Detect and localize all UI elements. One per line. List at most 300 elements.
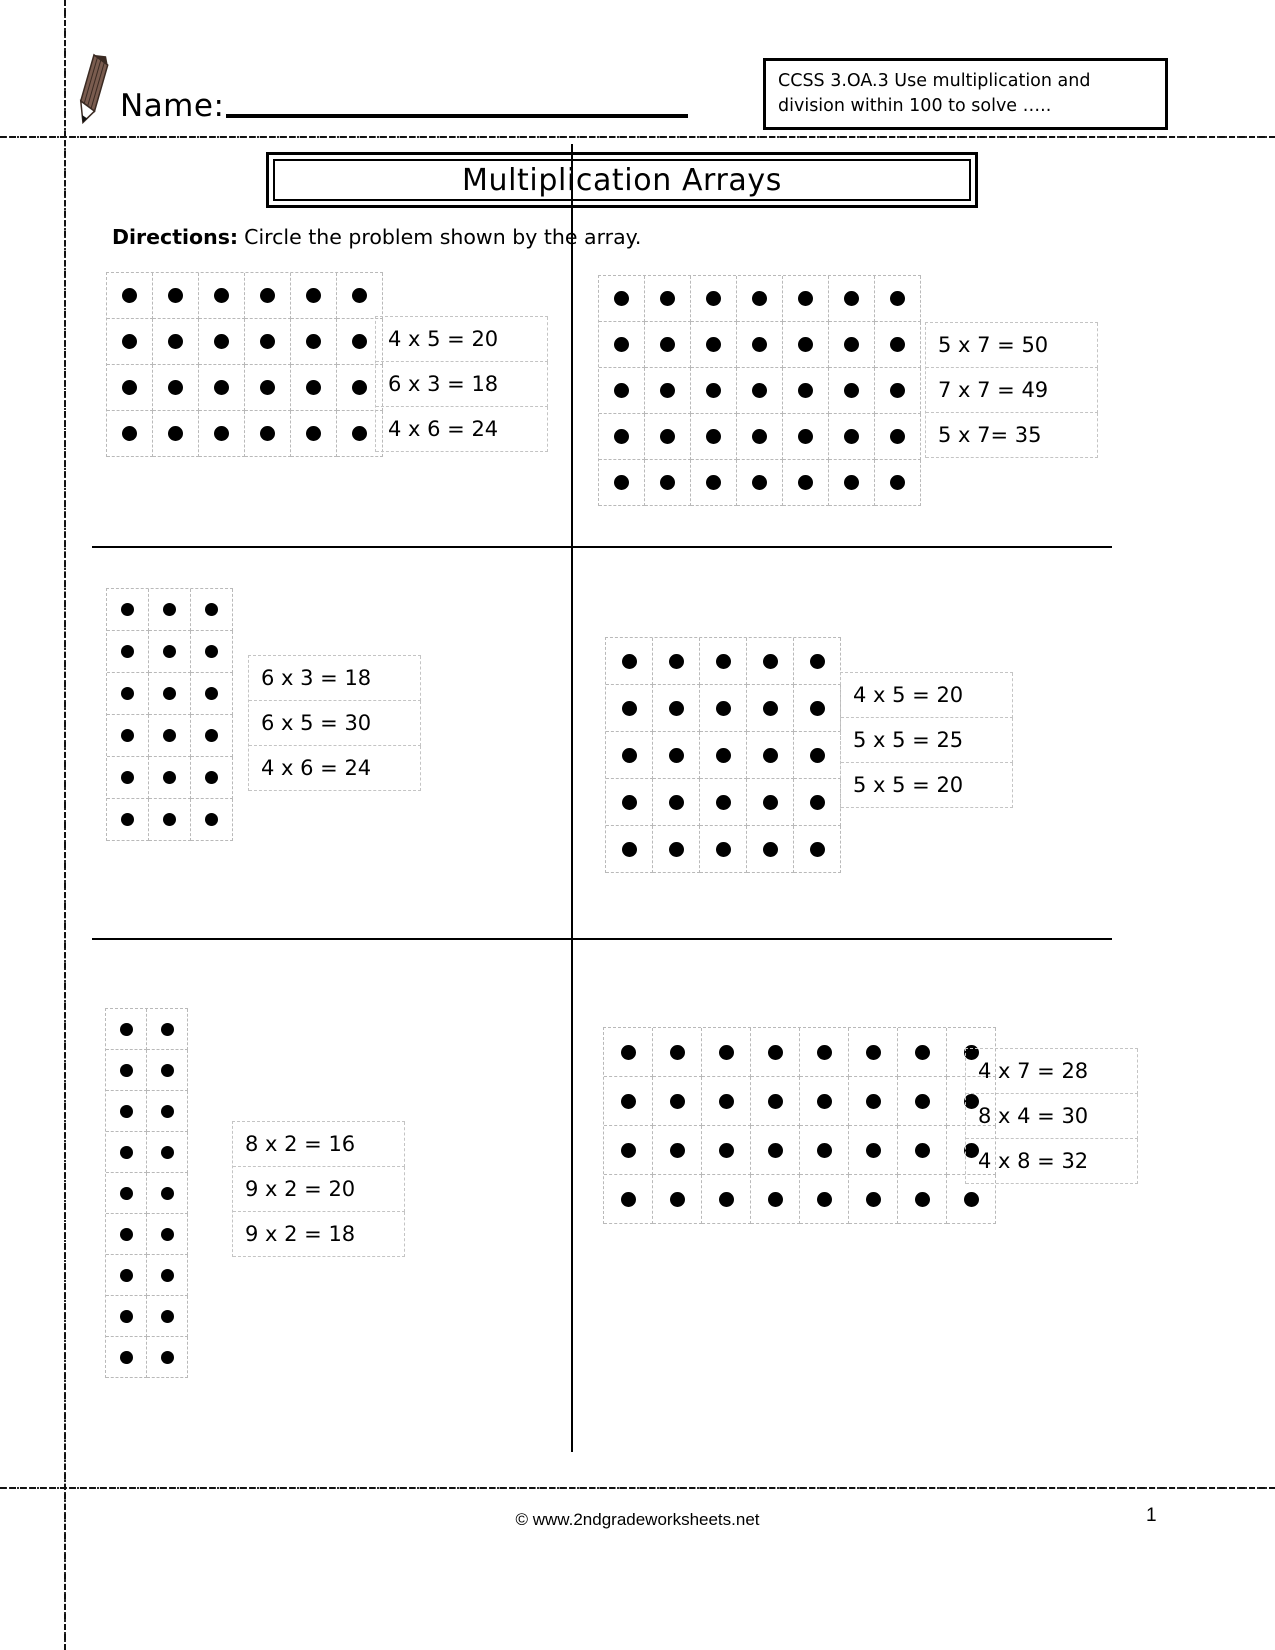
array-cell <box>149 715 191 757</box>
array-dot <box>205 603 218 616</box>
array-cell <box>599 276 645 322</box>
name-label: Name: <box>120 88 225 124</box>
array-cell <box>191 673 233 715</box>
array-dot <box>810 748 825 763</box>
array-dot <box>352 334 367 349</box>
array-dot <box>163 729 176 742</box>
array-dot <box>168 288 183 303</box>
array-dot <box>205 771 218 784</box>
array-cell <box>783 414 829 460</box>
array-cell <box>599 460 645 506</box>
array-dot <box>810 654 825 669</box>
array-dot <box>670 1094 685 1109</box>
array-cell <box>604 1175 653 1224</box>
answer-choice[interactable]: 4 x 5 = 20 <box>841 673 1013 718</box>
array-cell <box>794 826 841 873</box>
problem-6 <box>603 1027 996 1224</box>
problem-4 <box>605 637 841 873</box>
array-cell <box>875 322 921 368</box>
array-dot <box>163 813 176 826</box>
array-dot <box>719 1192 734 1207</box>
array-cell <box>245 411 291 457</box>
array-cell <box>191 799 233 841</box>
array-cell <box>245 365 291 411</box>
array-dot <box>798 475 813 490</box>
array-dot <box>205 645 218 658</box>
array-dot <box>866 1192 881 1207</box>
array-cell <box>337 273 383 319</box>
array-dot <box>161 1351 174 1364</box>
array-dot <box>163 645 176 658</box>
array-cell <box>702 1175 751 1224</box>
vertical-fold-line <box>64 0 66 1650</box>
array-cell <box>794 779 841 826</box>
array-cell <box>737 276 783 322</box>
array-cell <box>107 589 149 631</box>
answer-choice[interactable]: 9 x 2 = 18 <box>233 1212 405 1257</box>
array-cell <box>737 368 783 414</box>
array-cell <box>800 1077 849 1126</box>
array-cell <box>199 365 245 411</box>
array-cell <box>149 673 191 715</box>
answer-choices-2 <box>925 322 1098 458</box>
array-cell <box>849 1077 898 1126</box>
array-dot <box>121 813 134 826</box>
array-dot <box>205 729 218 742</box>
array-cell <box>291 411 337 457</box>
array-cell <box>107 319 153 365</box>
array-cell <box>829 276 875 322</box>
row-divider-2 <box>92 938 1112 940</box>
array-dot <box>890 475 905 490</box>
array-dot <box>161 1105 174 1118</box>
array-cell <box>829 414 875 460</box>
array-cell <box>783 276 829 322</box>
answer-choice[interactable]: 5 x 5 = 25 <box>841 718 1013 763</box>
worksheet-title-box <box>266 152 978 208</box>
array-cell <box>800 1175 849 1224</box>
dot-array-4 <box>605 637 841 873</box>
array-cell <box>599 368 645 414</box>
array-dot <box>752 337 767 352</box>
array-dot <box>306 334 321 349</box>
array-cell <box>794 732 841 779</box>
array-dot <box>716 748 731 763</box>
array-dot <box>706 429 721 444</box>
array-cell <box>653 732 700 779</box>
array-dot <box>120 1187 133 1200</box>
array-dot <box>752 383 767 398</box>
array-cell <box>107 411 153 457</box>
array-cell <box>898 1126 947 1175</box>
array-cell <box>691 368 737 414</box>
array-cell <box>291 273 337 319</box>
array-cell <box>107 799 149 841</box>
array-dot <box>122 334 137 349</box>
answer-choice[interactable]: 5 x 7= 35 <box>926 413 1098 458</box>
footer <box>0 1510 1275 1530</box>
array-dot <box>798 337 813 352</box>
array-cell <box>199 273 245 319</box>
array-dot <box>161 1023 174 1036</box>
array-cell <box>875 460 921 506</box>
array-dot <box>670 1143 685 1158</box>
array-cell <box>751 1077 800 1126</box>
array-dot <box>614 429 629 444</box>
array-dot <box>660 291 675 306</box>
array-cell <box>702 1077 751 1126</box>
array-dot <box>168 426 183 441</box>
array-cell <box>147 1337 188 1378</box>
array-dot <box>621 1143 636 1158</box>
array-dot <box>817 1094 832 1109</box>
array-dot <box>716 654 731 669</box>
array-cell <box>783 322 829 368</box>
copyright-text: © www.2ndgradeworksheets.net <box>515 1510 760 1529</box>
array-cell <box>898 1028 947 1077</box>
array-dot <box>669 842 684 857</box>
array-cell <box>751 1028 800 1077</box>
answer-choice[interactable]: 6 x 3 = 18 <box>376 362 548 407</box>
array-cell <box>653 1077 702 1126</box>
answer-choice[interactable]: 6 x 5 = 30 <box>249 701 421 746</box>
array-dot <box>161 1269 174 1282</box>
array-dot <box>915 1143 930 1158</box>
worksheet-title-inner-border <box>273 159 971 201</box>
answer-choice[interactable]: 4 x 6 = 24 <box>376 407 548 452</box>
row-divider-1 <box>92 546 1112 548</box>
array-dot <box>866 1045 881 1060</box>
array-dot <box>669 701 684 716</box>
array-cell <box>149 589 191 631</box>
array-dot <box>915 1094 930 1109</box>
array-dot <box>768 1143 783 1158</box>
array-cell <box>147 1091 188 1132</box>
array-cell <box>653 826 700 873</box>
array-cell <box>147 1009 188 1050</box>
array-dot <box>752 429 767 444</box>
array-dot <box>706 337 721 352</box>
array-cell <box>875 276 921 322</box>
dot-array-1 <box>106 272 383 457</box>
array-cell <box>599 322 645 368</box>
array-cell <box>604 1126 653 1175</box>
array-dot <box>214 288 229 303</box>
array-dot <box>660 337 675 352</box>
array-dot <box>719 1143 734 1158</box>
array-cell <box>875 368 921 414</box>
array-cell <box>691 460 737 506</box>
array-cell <box>653 638 700 685</box>
array-cell <box>604 1028 653 1077</box>
page-number: 1 <box>1146 1505 1157 1526</box>
array-cell <box>599 414 645 460</box>
array-cell <box>751 1126 800 1175</box>
array-dot <box>817 1143 832 1158</box>
array-dot <box>719 1045 734 1060</box>
array-dot <box>614 337 629 352</box>
name-input-line[interactable] <box>226 114 688 118</box>
array-cell <box>107 631 149 673</box>
array-cell <box>291 365 337 411</box>
array-cell <box>737 414 783 460</box>
array-cell <box>245 319 291 365</box>
array-dot <box>306 426 321 441</box>
array-cell <box>107 715 149 757</box>
array-dot <box>622 842 637 857</box>
answer-choice[interactable]: 4 x 5 = 20 <box>376 317 548 362</box>
array-dot <box>890 337 905 352</box>
dot-array-6 <box>603 1027 996 1224</box>
array-dot <box>121 603 134 616</box>
array-dot <box>915 1192 930 1207</box>
answer-choice[interactable]: 8 x 2 = 16 <box>233 1122 405 1167</box>
pencil-icon <box>70 52 116 130</box>
array-cell <box>702 1028 751 1077</box>
array-cell <box>645 322 691 368</box>
array-cell <box>700 685 747 732</box>
array-dot <box>763 654 778 669</box>
array-dot <box>260 288 275 303</box>
array-dot <box>866 1094 881 1109</box>
array-cell <box>191 715 233 757</box>
bottom-fold-line <box>0 1487 1275 1489</box>
array-dot <box>306 288 321 303</box>
array-cell <box>147 1214 188 1255</box>
array-cell <box>147 1173 188 1214</box>
array-dot <box>768 1094 783 1109</box>
array-cell <box>106 1091 147 1132</box>
array-dot <box>161 1310 174 1323</box>
array-cell <box>700 779 747 826</box>
answer-choices-6 <box>965 1048 1138 1184</box>
array-cell <box>751 1175 800 1224</box>
answer-choice[interactable]: 5 x 7 = 50 <box>926 323 1098 368</box>
array-cell <box>153 411 199 457</box>
array-dot <box>120 1023 133 1036</box>
array-cell <box>691 276 737 322</box>
array-cell <box>149 799 191 841</box>
array-cell <box>106 1009 147 1050</box>
answer-choice[interactable]: 4 x 6 = 24 <box>249 746 421 791</box>
answer-choice[interactable]: 8 x 4 = 30 <box>966 1094 1138 1139</box>
array-dot <box>621 1094 636 1109</box>
array-cell <box>606 779 653 826</box>
directions-label: Directions: <box>112 225 239 249</box>
array-cell <box>783 368 829 414</box>
array-dot <box>844 337 859 352</box>
array-cell <box>829 322 875 368</box>
array-cell <box>191 631 233 673</box>
array-cell <box>291 319 337 365</box>
array-dot <box>669 748 684 763</box>
array-dot <box>121 645 134 658</box>
array-dot <box>352 288 367 303</box>
array-cell <box>245 273 291 319</box>
array-dot <box>120 1064 133 1077</box>
array-cell <box>829 460 875 506</box>
array-cell <box>191 757 233 799</box>
array-dot <box>260 334 275 349</box>
array-cell <box>747 779 794 826</box>
array-dot <box>768 1045 783 1060</box>
array-dot <box>306 380 321 395</box>
array-cell <box>106 1214 147 1255</box>
array-dot <box>798 429 813 444</box>
array-dot <box>120 1228 133 1241</box>
directions <box>112 225 641 249</box>
array-cell <box>747 638 794 685</box>
array-dot <box>915 1045 930 1060</box>
array-cell <box>875 414 921 460</box>
answer-choice[interactable]: 4 x 7 = 28 <box>966 1049 1138 1094</box>
array-dot <box>622 701 637 716</box>
array-dot <box>214 380 229 395</box>
problem-2 <box>598 275 921 506</box>
ccss-standard-text: CCSS 3.OA.3 Use multiplication and division within 100 to solve ….. <box>778 71 1091 117</box>
array-dot <box>716 842 731 857</box>
array-cell <box>106 1296 147 1337</box>
array-cell <box>794 685 841 732</box>
array-cell <box>800 1028 849 1077</box>
answer-choices-5 <box>232 1121 405 1257</box>
answer-choices-3 <box>248 655 421 791</box>
array-cell <box>107 673 149 715</box>
array-dot <box>706 475 721 490</box>
array-dot <box>763 795 778 810</box>
array-dot <box>844 383 859 398</box>
array-dot <box>214 426 229 441</box>
array-dot <box>763 842 778 857</box>
array-cell <box>106 1337 147 1378</box>
array-dot <box>121 729 134 742</box>
array-dot <box>161 1146 174 1159</box>
array-cell <box>849 1175 898 1224</box>
array-cell <box>747 826 794 873</box>
array-cell <box>606 826 653 873</box>
array-cell <box>702 1126 751 1175</box>
problem-5 <box>105 1008 188 1378</box>
answer-choice[interactable]: 6 x 3 = 18 <box>249 656 421 701</box>
array-dot <box>964 1192 979 1207</box>
answer-choice[interactable]: 7 x 7 = 49 <box>926 368 1098 413</box>
array-dot <box>614 291 629 306</box>
array-dot <box>817 1192 832 1207</box>
array-cell <box>106 1255 147 1296</box>
array-dot <box>660 429 675 444</box>
array-dot <box>810 701 825 716</box>
array-cell <box>149 631 191 673</box>
answer-choice[interactable]: 5 x 5 = 20 <box>841 763 1013 808</box>
array-dot <box>120 1146 133 1159</box>
ccss-standard-box <box>763 58 1168 130</box>
array-cell <box>199 411 245 457</box>
array-dot <box>890 429 905 444</box>
array-cell <box>794 638 841 685</box>
array-dot <box>798 383 813 398</box>
array-dot <box>810 842 825 857</box>
array-dot <box>205 687 218 700</box>
array-cell <box>604 1077 653 1126</box>
array-dot <box>660 475 675 490</box>
array-dot <box>706 383 721 398</box>
array-dot <box>352 426 367 441</box>
array-dot <box>205 813 218 826</box>
array-cell <box>829 368 875 414</box>
array-cell <box>606 732 653 779</box>
array-cell <box>737 460 783 506</box>
array-dot <box>752 291 767 306</box>
array-cell <box>645 414 691 460</box>
array-dot <box>614 383 629 398</box>
array-cell <box>700 732 747 779</box>
array-dot <box>163 771 176 784</box>
array-cell <box>147 1132 188 1173</box>
answer-choice[interactable]: 9 x 2 = 20 <box>233 1167 405 1212</box>
array-dot <box>260 426 275 441</box>
problem-3 <box>106 588 233 841</box>
array-cell <box>107 757 149 799</box>
array-cell <box>800 1126 849 1175</box>
array-dot <box>669 795 684 810</box>
array-dot <box>214 334 229 349</box>
array-dot <box>161 1187 174 1200</box>
array-dot <box>120 1105 133 1118</box>
array-cell <box>783 460 829 506</box>
array-cell <box>606 685 653 732</box>
answer-choices-1 <box>375 316 548 452</box>
array-dot <box>122 380 137 395</box>
directions-text: Circle the problem shown by the array. <box>244 225 642 249</box>
array-dot <box>122 426 137 441</box>
array-cell <box>153 273 199 319</box>
array-dot <box>163 603 176 616</box>
array-cell <box>747 685 794 732</box>
array-cell <box>653 685 700 732</box>
array-dot <box>121 687 134 700</box>
array-dot <box>890 383 905 398</box>
array-dot <box>670 1192 685 1207</box>
array-dot <box>621 1045 636 1060</box>
array-dot <box>121 771 134 784</box>
array-dot <box>669 654 684 669</box>
array-dot <box>120 1351 133 1364</box>
array-cell <box>107 365 153 411</box>
column-divider <box>571 144 573 1452</box>
array-dot <box>768 1192 783 1207</box>
array-cell <box>147 1296 188 1337</box>
array-cell <box>849 1028 898 1077</box>
array-cell <box>645 368 691 414</box>
array-dot <box>161 1064 174 1077</box>
array-cell <box>653 1175 702 1224</box>
problem-1 <box>106 272 383 457</box>
array-dot <box>706 291 721 306</box>
array-cell <box>147 1255 188 1296</box>
top-fold-line <box>0 136 1275 138</box>
array-dot <box>120 1310 133 1323</box>
array-cell <box>700 638 747 685</box>
answer-choice[interactable]: 4 x 8 = 32 <box>966 1139 1138 1184</box>
array-cell <box>106 1050 147 1091</box>
array-dot <box>122 288 137 303</box>
name-row <box>70 40 688 130</box>
array-cell <box>898 1175 947 1224</box>
answer-choices-4 <box>840 672 1013 808</box>
array-cell <box>737 322 783 368</box>
array-cell <box>191 589 233 631</box>
array-dot <box>614 475 629 490</box>
